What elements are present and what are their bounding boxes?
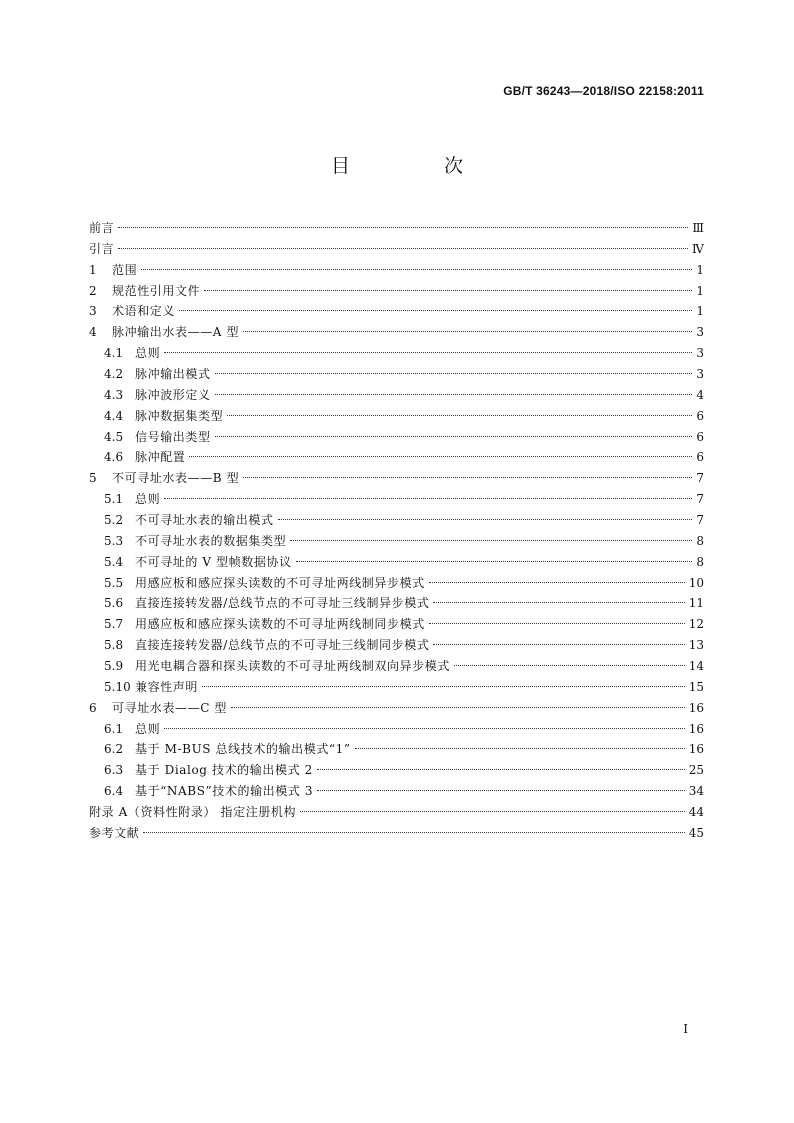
toc-entry-page: 16 <box>688 721 704 736</box>
toc-entry-number: 6 <box>89 700 97 715</box>
toc-dot-leader <box>215 394 692 395</box>
toc-entry-page: 12 <box>688 617 704 632</box>
toc-entry-page: 6 <box>696 429 704 444</box>
toc-entry-page: 7 <box>696 492 704 507</box>
toc-entry[interactable] <box>89 552 704 573</box>
toc-entry-label: 基于 Dialog 技术的输出模式 2 <box>135 763 313 778</box>
toc-entry-page: 11 <box>688 596 704 611</box>
table-of-contents <box>89 218 704 844</box>
toc-entry-label: 脉冲输出模式 <box>135 367 211 382</box>
toc-entry-label: 不可寻址水表——B 型 <box>112 471 240 486</box>
toc-dot-leader <box>141 269 692 270</box>
toc-dot-leader <box>189 456 692 457</box>
toc-entry[interactable] <box>89 823 704 844</box>
toc-entry-label: 直接连接转发器/总线节点的不可寻址三线制异步模式 <box>135 596 430 611</box>
toc-entry-page: 10 <box>688 575 704 590</box>
toc-entry-label: 直接连接转发器/总线节点的不可寻址三线制同步模式 <box>135 638 430 653</box>
toc-dot-leader <box>164 352 692 353</box>
toc-entry[interactable] <box>89 489 704 510</box>
toc-entry-page: 16 <box>688 742 704 757</box>
toc-entry[interactable] <box>89 468 704 489</box>
toc-entry-page: 44 <box>688 805 704 820</box>
toc-entry[interactable] <box>89 239 704 260</box>
toc-entry[interactable] <box>89 218 704 239</box>
toc-entry-number: 6.1 <box>104 721 124 736</box>
page-title: 目 次 <box>330 155 508 177</box>
toc-entry[interactable] <box>89 343 704 364</box>
toc-entry[interactable] <box>89 573 704 594</box>
toc-entry[interactable] <box>89 698 704 719</box>
toc-entry-number: 5.2 <box>104 513 124 528</box>
toc-entry-label: 脉冲输出水表——A 型 <box>112 325 240 340</box>
toc-entry[interactable] <box>89 593 704 614</box>
toc-entry-number: 5.6 <box>104 596 124 611</box>
toc-entry-number: 4.1 <box>104 346 124 361</box>
toc-entry-label: 不可寻址的 V 型帧数据协议 <box>135 554 292 569</box>
toc-entry-number: 5.4 <box>104 554 124 569</box>
toc-entry-label: 范围 <box>112 262 138 277</box>
toc-entry[interactable] <box>89 260 704 281</box>
toc-entry-number: 5.3 <box>104 533 124 548</box>
toc-entry-number: 6.4 <box>104 784 124 799</box>
toc-entry-number: 5.9 <box>104 659 124 674</box>
toc-entry-label: 用感应板和感应探头读数的不可寻址两线制同步模式 <box>135 617 425 632</box>
toc-dot-leader <box>204 290 692 291</box>
toc-entry[interactable] <box>89 635 704 656</box>
toc-entry-page: 3 <box>696 325 704 340</box>
toc-entry-page: 3 <box>696 367 704 382</box>
toc-entry-label: 脉冲配置 <box>135 450 186 465</box>
toc-entry-label: 术语和定义 <box>112 304 176 319</box>
toc-entry[interactable] <box>89 385 704 406</box>
toc-entry-label: 用光电耦合器和探头读数的不可寻址两线制双向异步模式 <box>135 659 451 674</box>
toc-entry-number: 4.2 <box>104 367 124 382</box>
toc-entry-number: 1 <box>89 262 97 277</box>
toc-entry-page: 1 <box>696 304 704 319</box>
toc-entry-label: 基于“NABS”技术的输出模式 3 <box>135 784 314 799</box>
toc-entry-page: 8 <box>696 554 704 569</box>
toc-entry[interactable] <box>89 802 704 823</box>
toc-entry-page: 7 <box>696 513 704 528</box>
toc-entry[interactable] <box>89 281 704 302</box>
toc-dot-leader <box>215 373 692 374</box>
toc-entry-number: 3 <box>89 304 97 319</box>
toc-dot-leader <box>317 769 685 770</box>
toc-entry-label: 引言 <box>89 241 115 256</box>
toc-entry[interactable] <box>89 301 704 322</box>
toc-entry-number: 5.8 <box>104 638 124 653</box>
toc-entry-label: 不可寻址水表的输出模式 <box>135 513 274 528</box>
toc-entry[interactable] <box>89 427 704 448</box>
toc-dot-leader <box>433 644 684 645</box>
toc-dot-leader <box>433 602 684 603</box>
toc-entry-page: 15 <box>688 679 704 694</box>
toc-entry-label: 参考文献 <box>89 825 140 840</box>
toc-entry-page: 7 <box>696 471 704 486</box>
toc-entry-page: 34 <box>688 784 704 799</box>
toc-entry-page: 13 <box>688 638 704 653</box>
toc-dot-leader <box>300 811 685 812</box>
toc-entry-label: 附录 A（资料性附录） 指定注册机构 <box>89 805 297 820</box>
toc-dot-leader <box>317 790 685 791</box>
toc-entry-number: 5.5 <box>104 575 124 590</box>
toc-entry-label: 总则 <box>135 721 161 736</box>
toc-entry[interactable] <box>89 364 704 385</box>
toc-entry-page: 16 <box>688 700 704 715</box>
toc-dot-leader <box>164 498 692 499</box>
toc-dot-leader <box>243 477 692 478</box>
toc-dot-leader <box>164 728 685 729</box>
toc-entry[interactable] <box>89 739 704 760</box>
toc-entry-label: 基于 M-BUS 总线技术的输出模式“1” <box>135 742 351 757</box>
toc-entry[interactable] <box>89 781 704 802</box>
toc-entry-number: 4.6 <box>104 450 124 465</box>
toc-dot-leader <box>118 248 688 249</box>
toc-entry-label: 信号输出类型 <box>135 429 211 444</box>
toc-dot-leader <box>296 561 692 562</box>
toc-entry-number: 4 <box>89 325 97 340</box>
toc-entry-number: 5.7 <box>104 617 124 632</box>
toc-entry-label: 脉冲波形定义 <box>135 387 211 402</box>
toc-entry[interactable] <box>89 677 704 698</box>
toc-entry-page: Ⅲ <box>692 221 704 235</box>
toc-entry[interactable] <box>89 447 704 468</box>
toc-dot-leader <box>429 582 685 583</box>
toc-entry[interactable] <box>89 656 704 677</box>
toc-entry[interactable] <box>89 614 704 635</box>
toc-dot-leader <box>429 623 685 624</box>
toc-entry[interactable] <box>89 531 704 552</box>
toc-dot-leader <box>355 748 685 749</box>
toc-entry-number: 5 <box>89 471 97 486</box>
toc-entry-number: 6.2 <box>104 742 124 757</box>
toc-entry-label: 不可寻址水表的数据集类型 <box>135 533 287 548</box>
toc-entry-label: 总则 <box>135 346 161 361</box>
toc-dot-leader <box>227 415 692 416</box>
toc-dot-leader <box>179 310 692 311</box>
toc-entry-label: 规范性引用文件 <box>112 283 201 298</box>
toc-entry[interactable] <box>89 406 704 427</box>
toc-dot-leader <box>290 540 692 541</box>
toc-dot-leader <box>231 707 685 708</box>
toc-entry[interactable] <box>89 510 704 531</box>
toc-entry[interactable] <box>89 719 704 740</box>
toc-entry-number: 4.5 <box>104 429 124 444</box>
toc-entry-page: 14 <box>688 659 704 674</box>
toc-entry-label: 可寻址水表——C 型 <box>112 700 227 715</box>
toc-dot-leader <box>454 665 685 666</box>
toc-entry-number: 4.3 <box>104 387 124 402</box>
toc-entry-page: Ⅳ <box>692 241 704 256</box>
toc-dot-leader <box>243 331 692 332</box>
toc-entry-number: 2 <box>89 283 97 298</box>
toc-entry-page: 6 <box>696 450 704 465</box>
toc-entry-number: 4.4 <box>104 408 124 423</box>
toc-entry-label: 兼容性声明 <box>135 679 199 694</box>
toc-dot-leader <box>143 832 684 833</box>
toc-entry-number: 5.1 <box>104 492 124 507</box>
toc-entry-page: 1 <box>696 283 704 298</box>
toc-entry-number: 5.10 <box>104 679 131 694</box>
toc-entry-page: 8 <box>696 533 704 548</box>
standard-number: GB/T 36243—2018/ISO 22158:2011 <box>503 84 704 98</box>
toc-dot-leader <box>215 436 692 437</box>
page-number: I <box>683 1022 688 1036</box>
toc-dot-leader <box>118 227 688 228</box>
toc-entry[interactable] <box>89 322 704 343</box>
toc-entry[interactable] <box>89 760 704 781</box>
toc-entry-label: 总则 <box>135 492 161 507</box>
toc-entry-label: 前言 <box>89 221 115 235</box>
toc-entry-label: 脉冲数据集类型 <box>135 408 224 423</box>
toc-entry-page: 4 <box>696 387 704 402</box>
toc-entry-label: 用感应板和感应探头读数的不可寻址两线制异步模式 <box>135 575 425 590</box>
toc-entry-page: 45 <box>688 825 704 840</box>
toc-entry-page: 25 <box>688 763 704 778</box>
toc-entry-page: 1 <box>696 262 704 277</box>
toc-dot-leader <box>278 519 692 520</box>
toc-dot-leader <box>202 686 685 687</box>
toc-entry-page: 3 <box>696 346 704 361</box>
toc-entry-number: 6.3 <box>104 763 124 778</box>
toc-entry-page: 6 <box>696 408 704 423</box>
